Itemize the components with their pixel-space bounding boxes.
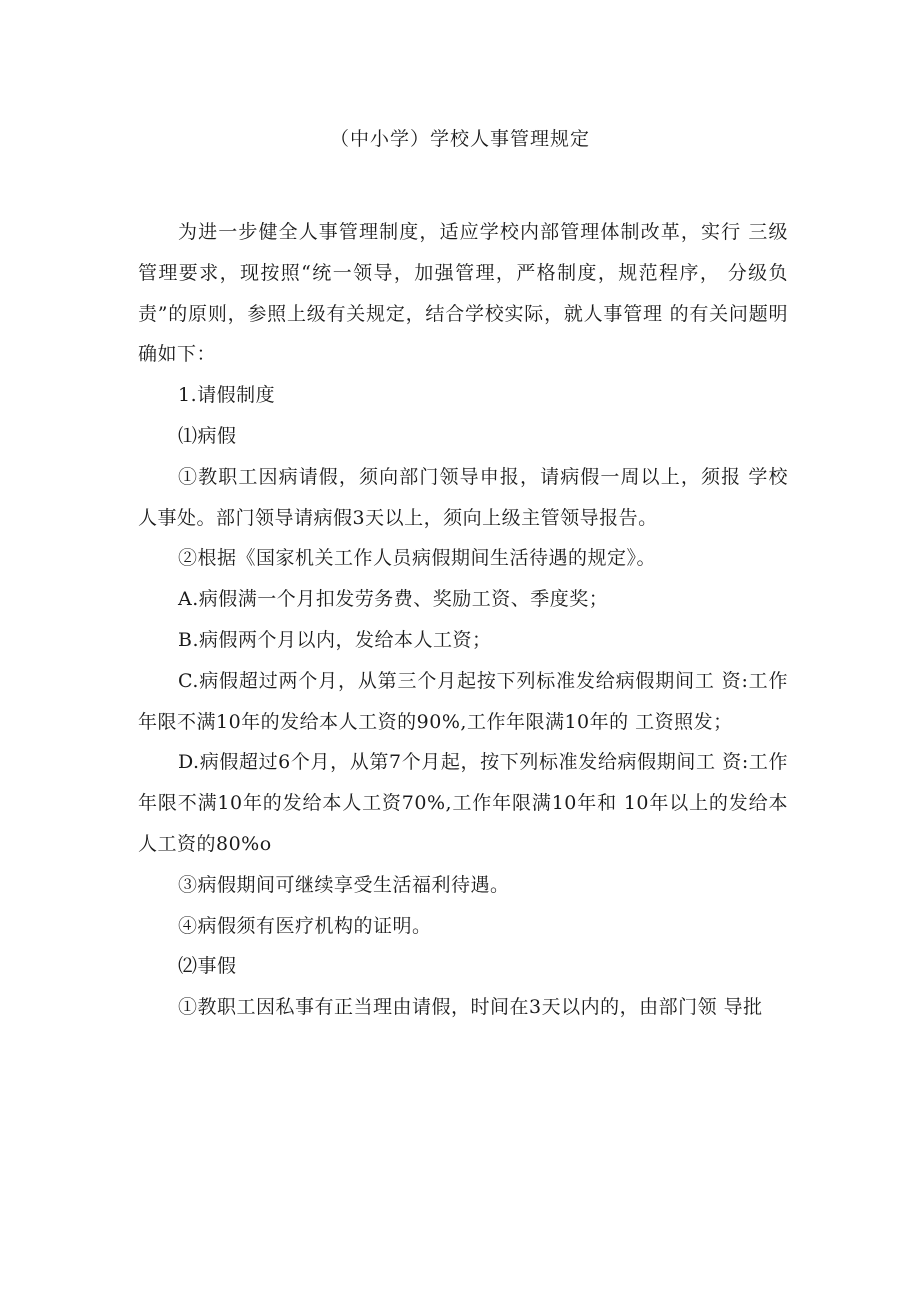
list-item-d: D.病假超过6个月，从第7个月起，按下列标准发给病假期间工 资:工作年限不满10年的发给本人工资70%,工作年限满10年和 10年以上的发给本人工资的80%o [138,751,788,855]
paragraph-sick-leave-2: ②根据《国家机关工作人员病假期间生活待遇的规定》。 [178,547,657,570]
paragraph-sick-leave-4: ④病假须有医疗机构的证明。 [178,914,432,937]
list-item-c: C.病假超过两个月，从第三个月起按下列标准发给病假期间工 资:工作年限不满10年的发给本人工资的90%,工作年限满10年的 工资照发； [138,669,788,733]
paragraph-sick-leave-1: ①教职工因病请假，须向部门领导申报，请病假一周以上，须报 学校人事处。部门领导请病假3天以上，须向上级主管领导报告。 [138,465,788,529]
subsection-heading-sick-leave: ⑴病假 [178,424,237,447]
paragraph-intro: 为进一步健全人事管理制度，适应学校内部管理体制改革，实行 三级管理要求，现按照“统一领导，加强管理，严格制度，规范程序， 分级负责”的原则，参照上级有关规定，结合学校实际，就人事管理 的有关问题明确如下： [138,221,788,366]
document-title: （中小学）学校人事管理规定 [329,128,590,150]
paragraph-sick-leave-3: ③病假期间可继续享受生活福利待遇。 [178,873,510,896]
paragraph-personal-leave-1: ①教职工因私事有正当理由请假，时间在3天以内的，由部门领 导批 [178,996,763,1019]
subsection-heading-personal-leave: ⑵事假 [178,955,237,978]
list-item-a: A.病假满一个月扣发劳务费、奖励工资、季度奖； [178,588,609,611]
list-item-b: B.病假两个月以内，发给本人工资； [178,628,492,651]
section-heading-leave-system: 1.请假制度 [178,384,276,407]
document-body [138,212,788,1028]
